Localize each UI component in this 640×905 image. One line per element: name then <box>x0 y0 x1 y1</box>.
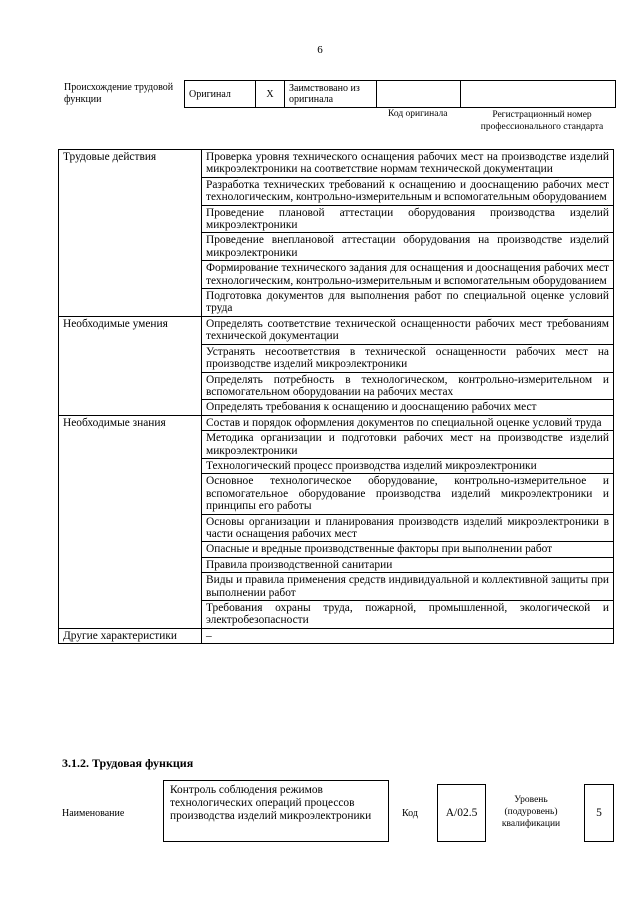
section-label: Необходимые знания <box>59 415 202 628</box>
section-item: Основы организации и планирования производств изделий микроэлектроники в части оснащения рабочих мест <box>202 514 614 542</box>
section-item: Разработка технических требований к оснащению и дооснащению рабочих мест технологическим, контрольно-измерительным и вспомогательным оборудованием <box>202 177 614 205</box>
section-item: Проверка уровня технического оснащения рабочих мест на производстве изделий микроэлектроники на соответствие нормам технической документации <box>202 150 614 178</box>
level-box: 5 <box>584 784 614 842</box>
section-item: Определять соответствие технической оснащенности рабочих мест требованиям технической документации <box>202 316 614 344</box>
section-item: Устранять несоответствия в технической оснащенности рабочих мест на производстве изделий микроэлектроники <box>202 344 614 372</box>
original-mark: X <box>256 81 285 108</box>
section-item: Методика организации и подготовки рабочих мест на производстве изделий микроэлектроники <box>202 431 614 459</box>
section-item: Определять требования к оснащению и дооснащению рабочих мест <box>202 400 614 415</box>
reg-number-caption: Регистрационный номер профессионального стандарта <box>480 110 604 132</box>
section-item: Виды и правила применения средств индивидуальной и коллективной защиты при выполнении работ <box>202 573 614 601</box>
section-label: Другие характеристики <box>59 628 202 643</box>
code-original-caption: Код оригинала <box>388 109 448 119</box>
section-label: Необходимые умения <box>59 316 202 415</box>
original-cell: Оригинал <box>185 81 256 108</box>
section-item: Опасные и вредные производственные факторы при выполнении работ <box>202 542 614 557</box>
section-item: Правила производственной санитарии <box>202 557 614 572</box>
origin-label: Происхождение трудовой функции <box>64 82 174 105</box>
section-title: 3.1.2. Трудовая функция <box>62 756 194 770</box>
table-row <box>59 150 614 178</box>
table-row <box>59 628 614 643</box>
function-code-box: A/02.5 <box>437 784 486 842</box>
section-label: Трудовые действия <box>59 150 202 317</box>
page-number: 6 <box>317 44 323 56</box>
section-item: Формирование технического задания для оснащения и дооснащения рабочих мест технологическим, контрольно-измерительным и вспомогательным оборудованием <box>202 261 614 289</box>
level-label: Уровень (подуровень) квалификации <box>501 795 561 829</box>
section-item: Требования охраны труда, пожарной, промышленной, экологической и электробезопасности <box>202 601 614 629</box>
name-label: Наименование <box>62 808 125 819</box>
function-name-box: Контроль соблюдения режимов технологических операций процессов производства изделий микроэлектроники <box>163 780 389 842</box>
table-row <box>59 415 614 430</box>
labor-function-table <box>58 149 614 644</box>
section-item: Состав и порядок оформления документов по специальной оценке условий труда <box>202 415 614 430</box>
section-item: Определять потребность в технологическом, контрольно-измерительном и вспомогательном оборудовании на рабочих местах <box>202 372 614 400</box>
section-item: Основное технологическое оборудование, контрольно-измерительное и вспомогательное оборудование производства изделий микроэлектроники и принципы его работы <box>202 474 614 514</box>
section-item: Проведение внеплановой аттестации оборудования на производстве изделий микроэлектроники <box>202 233 614 261</box>
section-item: Проведение плановой аттестации оборудования производства изделий микроэлектроники <box>202 205 614 233</box>
section-item: Технологический процесс производства изделий микроэлектроники <box>202 458 614 473</box>
code-label: Код <box>402 808 418 819</box>
origin-table <box>184 80 616 108</box>
section-item: – <box>202 628 614 643</box>
section-item: Подготовка документов для выполнения работ по специальной оценке условий труда <box>202 289 614 317</box>
table-row <box>59 316 614 344</box>
code-original-cell <box>377 81 461 108</box>
reg-number-cell <box>461 81 616 108</box>
borrowed-cell: Заимствовано из оригинала <box>285 81 377 108</box>
